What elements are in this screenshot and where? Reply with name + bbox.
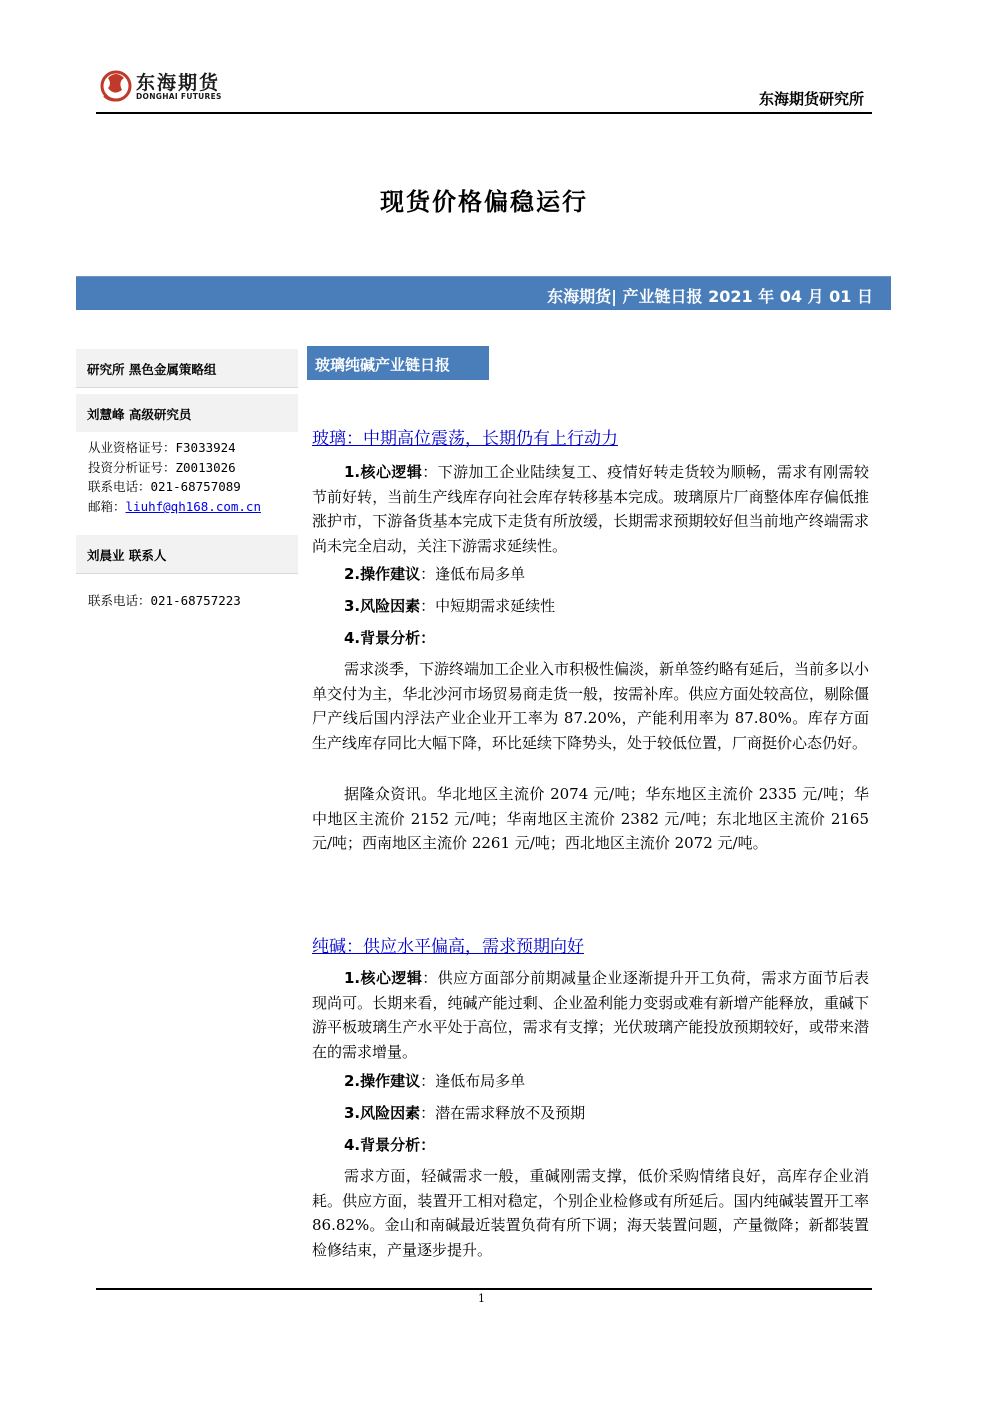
glass-logic-text: ：下游加工企业陆续复工、疫情好转走货较为顺畅，需求有刚需较节前好转，当前生产线库存向社会库存转移基本完成。玻璃原片厂商整体库存偏低推涨护市，下游备货基本完成下走货有所放缓，长期需求预期较好但当前地产终端需求尚未完全启动，关注下游需求延续性。: [312, 463, 869, 555]
analyst1-phone: 联系电话：021-68757089: [88, 479, 241, 494]
sidebar-divider: [76, 387, 298, 388]
company-logo: [98, 66, 233, 108]
glass-advice-text: ：逢低布局多单: [420, 565, 526, 583]
soda-core-logic: [312, 966, 869, 1064]
soda-risk: [344, 1102, 585, 1123]
soda-section-heading[interactable]: 纯碱：供应水平偏高，需求预期向好: [312, 937, 584, 957]
page-number: 1: [478, 1292, 485, 1305]
soda-risk-label: 3.风险因素: [344, 1104, 421, 1122]
soda-advice: [344, 1070, 525, 1091]
glass-section-heading[interactable]: 玻璃：中期高位震荡，长期仍有上行动力: [312, 429, 618, 449]
report-type-label: 玻璃纯碱产业链日报: [315, 356, 451, 374]
glass-background-heading: [344, 627, 435, 648]
investment-cert-number: 投资分析证号：Z0013026: [88, 460, 236, 475]
sidebar-analyst1-row: [76, 394, 298, 432]
qualification-number: 从业资格证号：F3033924: [88, 440, 236, 455]
analyst2-phone: 联系电话：021-68757223: [88, 593, 241, 608]
sidebar-group: 研究所 黑色金属策略组: [87, 362, 217, 377]
glass-risk-label: 3.风险因素: [344, 597, 421, 615]
dragon-logo-icon: [98, 66, 134, 106]
page-title: 现货价格偏稳运行: [380, 188, 588, 216]
glass-background-p1: 需求淡季，下游终端加工企业入市积极性偏淡，新单签约略有延后，当前多以小单交付为主，华北沙河市场贸易商走货一般，按需补库。供应方面处较高位，剔除僵尸产线后国内浮法产业企业开工率为 87.20%，产能利用率为 87.80%。库存方面生产线库存同比大幅下降，环比延续下降势头，处于较低位置，厂商挺价心态仍好。: [312, 660, 870, 752]
sidebar-group-row: [76, 349, 298, 387]
glass-risk: [344, 595, 555, 616]
report-banner: [76, 276, 891, 310]
email-link[interactable]: liuhf@qh168.com.cn: [125, 499, 261, 514]
soda-background-heading: [344, 1134, 435, 1155]
sidebar-analyst2-row: [76, 535, 298, 573]
glass-risk-text: ：中短期需求延续性: [420, 597, 556, 615]
soda-logic-label: 1.核心逻辑: [344, 969, 423, 987]
logo-text-cn: 东海期货: [136, 72, 221, 94]
glass-bg-colon: ：: [420, 629, 436, 647]
soda-advice-text: ：逢低布局多单: [420, 1072, 526, 1090]
soda-bg-label: 4.背景分析: [344, 1136, 421, 1154]
glass-core-logic: [312, 460, 869, 558]
soda-logic-text: ：供应方面部分前期减量企业逐渐提升开工负荷，需求方面节后表现尚可。长期来看，纯碱产能过剩、企业盈利能力变弱或难有新增产能释放，重碱下游平板玻璃生产水平处于高位，需求有支撑；光伏玻璃产能投放预期较好，或带来潜在的需求增量。: [312, 969, 869, 1061]
soda-risk-text: ：潜在需求释放不及预期: [420, 1104, 586, 1122]
soda-advice-label: 2.操作建议: [344, 1072, 421, 1090]
sidebar-divider: [76, 573, 298, 574]
institute-name: 东海期货研究所: [758, 90, 864, 108]
analyst1-email-line: [88, 497, 261, 515]
glass-background-p2: 据隆众资讯。华北地区主流价 2074 元/吨；华东地区主流价 2335 元/吨；华中地区主流价 2152 元/吨；华南地区主流价 2382 元/吨；东北地区主流价 2165 元/吨；西南地区主流价 2261 元/吨；西北地区主流价 2072 元/吨。: [312, 785, 869, 852]
soda-bg-colon: ：: [420, 1136, 436, 1154]
logo-text-en: DONGHAI FUTURES: [136, 92, 222, 101]
footer-divider: [96, 1288, 872, 1290]
header-divider: [96, 112, 872, 114]
analyst1-name: 刘慧峰 高级研究员: [87, 407, 192, 422]
glass-bg-label: 4.背景分析: [344, 629, 421, 647]
glass-advice-label: 2.操作建议: [344, 565, 421, 583]
glass-advice: [344, 563, 525, 584]
analyst2-name: 刘晨业 联系人: [87, 548, 167, 563]
email-label: 邮箱：: [88, 499, 126, 514]
glass-logic-label: 1.核心逻辑: [344, 463, 423, 481]
soda-background-p1: 需求方面，轻碱需求一般，重碱刚需支撑，低价采购情绪良好，高库存企业消耗。供应方面，装置开工相对稳定，个别企业检修或有所延后。国内纯碱装置开工率 86.82%。金山和南碱最近装置负荷有所下调；海天装置问题，产量微降；新都装置检修结束，产量逐步提升。: [312, 1167, 869, 1259]
banner-text: 东海期货| 产业链日报 2021 年 04 月 01 日: [547, 287, 873, 306]
report-type-tag: [307, 346, 489, 380]
